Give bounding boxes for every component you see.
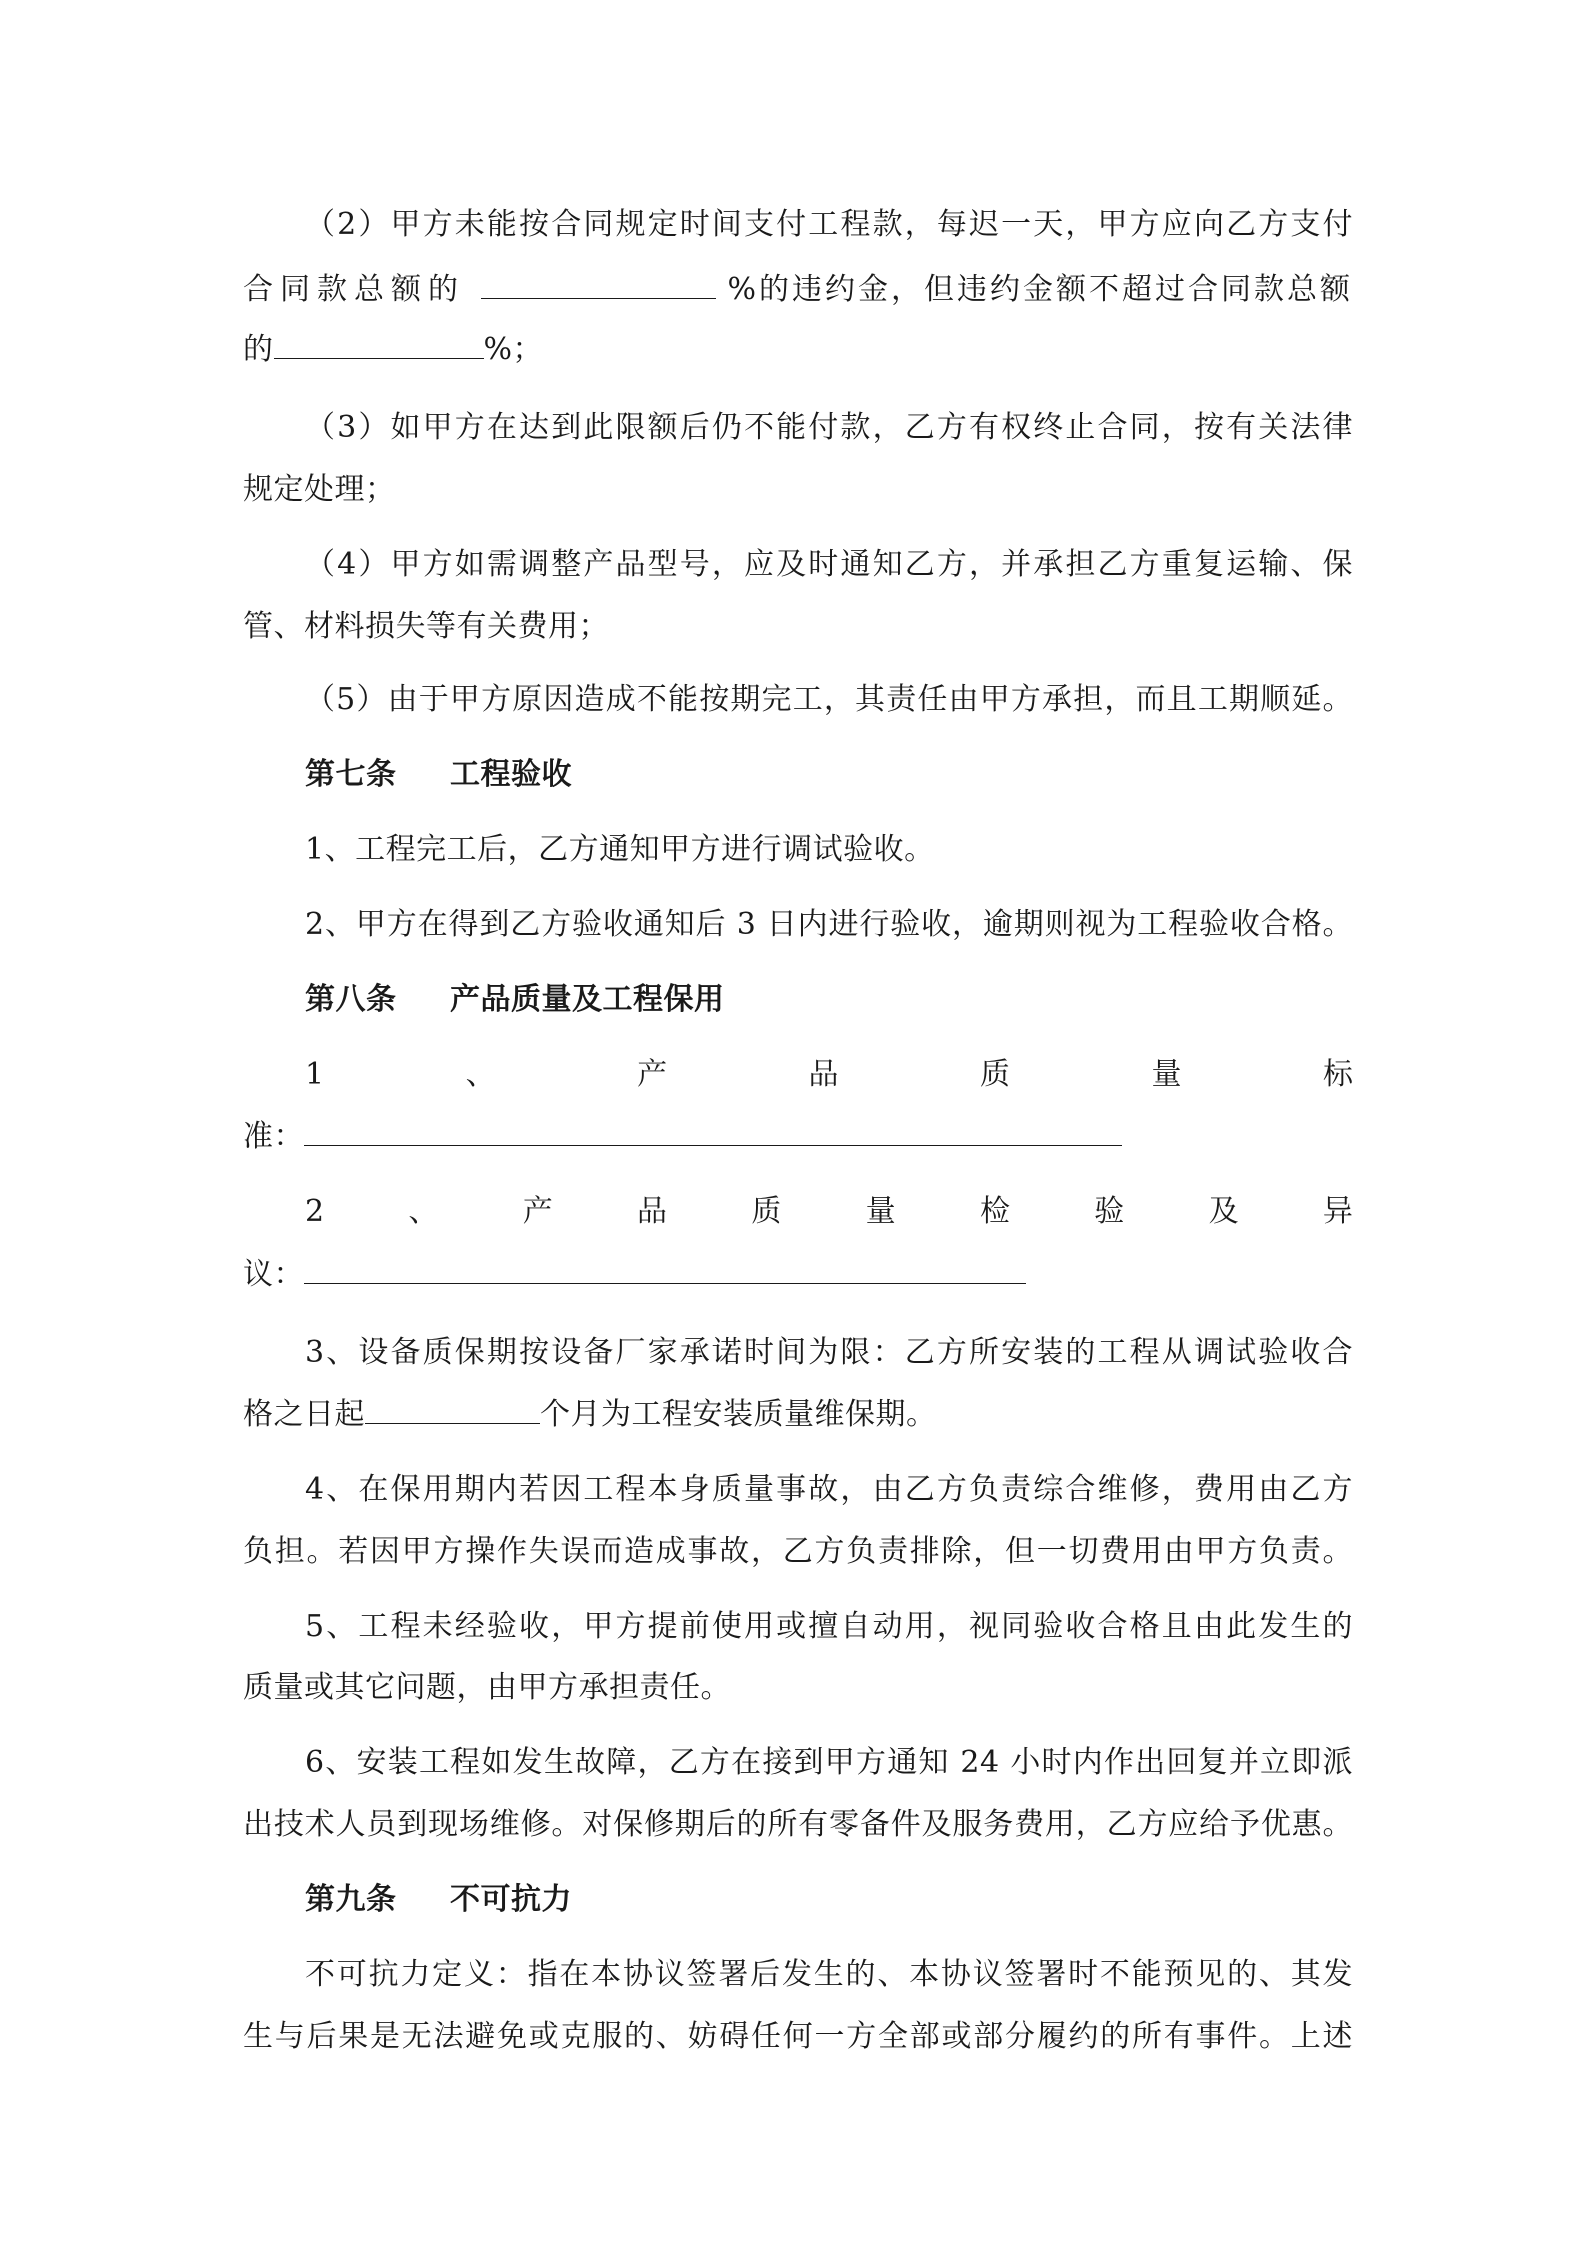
spread-char: 检 [979,1194,1010,1229]
section-heading [305,980,1415,1020]
paragraph-line: （3）如甲方在达到此限额后仍不能付款，乙方有权终止合同，按有关法律 [305,410,1353,445]
paragraph-text: 合同款总额的 [243,272,465,307]
paragraph-line [243,330,1353,370]
spread-char: 质 [751,1194,782,1229]
spread-char: 标 [1323,1057,1353,1092]
section-title: 不可抗力 [450,1882,572,1917]
spread-char: 、 [408,1194,439,1229]
paragraph-line: （4）甲方如需调整产品型号，应及时通知乙方，并承担乙方重复运输、保 [305,547,1353,582]
paragraph-line: 管、材料损失等有关费用； [243,609,609,644]
paragraph-text: 个月为工程安装质量维保期。 [540,1397,937,1432]
list-item [305,1192,1353,1232]
spread-char: 、 [465,1057,496,1092]
fill-in-blank[interactable] [304,1117,1122,1146]
paragraph-text: 格之日起 [243,1397,365,1432]
section-number: 第八条 [305,982,397,1017]
fill-in-blank[interactable] [481,270,716,299]
section-title: 工程验收 [450,757,572,792]
list-item: 5、工程未经验收，甲方提前使用或擅自动用，视同验收合格且由此发生的 [305,1609,1353,1644]
section-title: 产品质量及工程保用 [450,982,725,1017]
list-item: 6、安装工程如发生故障，乙方在接到甲方通知 24 小时内作出回复并立即派 [305,1745,1353,1780]
paragraph-line: 负担。若因甲方操作失误而造成事故，乙方负责排除，但一切费用由甲方负责。 [243,1534,1353,1569]
paragraph-line [243,1255,1353,1295]
paragraph-line: 生与后果是无法避免或克服的、妨碍任何一方全部或部分履约的所有事件。上述 [243,2019,1353,2054]
paragraph-line [243,1117,1353,1157]
spread-char: 质 [980,1057,1011,1092]
section-number: 第九条 [305,1882,397,1917]
spread-char: 产 [522,1194,553,1229]
spread-char: 1 [305,1057,325,1092]
paragraph-text: %； [483,332,544,367]
spread-char: 量 [1151,1057,1182,1092]
spread-char: 量 [865,1194,896,1229]
section-heading [305,1880,1415,1920]
spread-char: 品 [637,1194,668,1229]
paragraph-line [243,270,1353,310]
paragraph-line: （5）由于甲方原因造成不能按期完工，其责任由甲方承担，而且工期顺延。 [305,682,1353,717]
spread-char: 验 [1094,1194,1125,1229]
spread-char: 品 [808,1057,839,1092]
spread-char: 及 [1208,1194,1239,1229]
paragraph-line [243,1395,1353,1435]
list-item [305,1055,1353,1095]
spread-char: 产 [637,1057,668,1092]
section-heading [305,755,1415,795]
paragraph-text: %的违约金，但违约金额不超过合同款总额 [727,272,1353,307]
spread-char: 异 [1322,1194,1353,1229]
list-item: 1、工程完工后，乙方通知甲方进行调试验收。 [305,832,935,867]
paragraph-line: （2）甲方未能按合同规定时间支付工程款，每迟一天，甲方应向乙方支付 [305,207,1353,242]
paragraph-line: 不可抗力定义：指在本协议签署后发生的、本协议签署时不能预见的、其发 [305,1957,1353,1992]
fill-in-blank[interactable] [304,1255,1026,1284]
section-number: 第七条 [305,757,397,792]
paragraph-line: 质量或其它问题，由甲方承担责任。 [243,1670,731,1705]
spread-char: 2 [305,1194,325,1229]
paragraph-line: 规定处理； [243,472,396,507]
paragraph-text: 的 [243,332,274,367]
fill-in-blank[interactable] [274,330,484,359]
list-item: 4、在保用期内若因工程本身质量事故，由乙方负责综合维修，费用由乙方 [305,1472,1353,1507]
list-item: 3、设备质保期按设备厂家承诺时间为限：乙方所安装的工程从调试验收合 [305,1335,1353,1370]
paragraph-line: 出技术人员到现场维修。对保修期后的所有零备件及服务费用，乙方应给予优惠。 [243,1807,1353,1842]
list-item: 2、甲方在得到乙方验收通知后 3 日内进行验收，逾期则视为工程验收合格。 [305,907,1353,942]
fill-in-blank[interactable] [365,1395,540,1424]
field-label: 准： [243,1119,304,1154]
field-label: 议： [243,1257,304,1292]
